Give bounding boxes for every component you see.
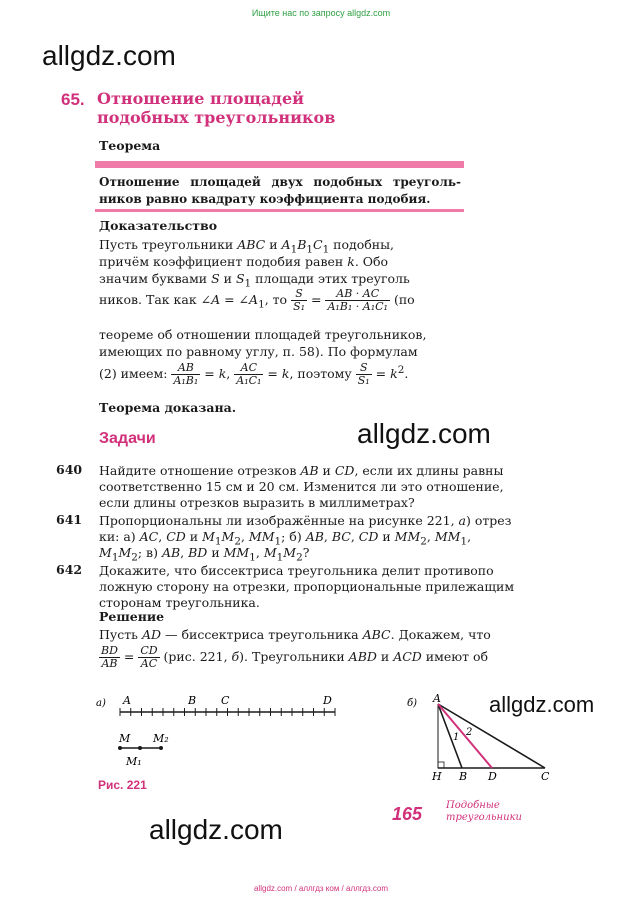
theorem-proved: Теорема доказана.: [99, 400, 237, 415]
proof-label: Доказательство: [99, 218, 218, 233]
page-context: [446, 800, 522, 824]
point-label-d: D: [323, 694, 332, 707]
task-number-642: 642: [56, 562, 83, 577]
task-640-line-2: соответственно 15 см и 20 см. Изменится ли это отношение,: [99, 479, 504, 494]
task-640-line-3: если длины отрезков выразить в миллиметрах?: [99, 495, 415, 510]
solution-line-1: Пусть AD — биссектриса треугольника ABC. Докажем, что: [99, 627, 491, 642]
proof-line-6: имеющих по равному углу, п. 58). По формулам: [99, 344, 418, 359]
point-m1: [138, 746, 142, 750]
fraction-area-ratio: $\frac{AB \cdot AC}{\text{A₁B₁ · A₁C₁}}$: [327, 287, 388, 313]
task-641-line-3: $M_1M_2$; в) AB, BD и $MM_1$, $M_1M_2$?: [99, 545, 310, 564]
task-number-641: 641: [56, 512, 83, 527]
right-angle-mark: [438, 762, 444, 768]
theorem-text: Отношение площадей двух подобных треугольников равно квадрату коэффициента подобия.: [99, 175, 461, 206]
segment-ticks: [120, 708, 335, 716]
solution-label: Решение: [99, 609, 165, 624]
section-number: 65.: [61, 90, 85, 109]
task-641-line-2: ки: а) AC, CD и $M_1M_2$, $MM_1$; б) AB, BC, CD и $MM_2$, $MM_1$,: [99, 529, 472, 548]
fraction-s-s1: $\frac{S}{\text{S₁}}$: [293, 287, 306, 313]
point-label-m2: M₂: [153, 732, 169, 745]
watermark: allgdz.com: [357, 418, 491, 449]
angle-label-2: 2: [466, 727, 473, 738]
proof-line-1: Пусть треугольники ABC и $A_1B_1C_1$ подобны,: [99, 237, 395, 256]
footer-links: allgdz.com / аллгдз ком / аллгдз.com: [253, 884, 389, 893]
point-m2: [159, 746, 163, 750]
proof-line-2: причём коэффициент подобия равен k. Обо: [99, 254, 389, 269]
watermark: allgdz.com: [149, 814, 283, 845]
tri-label-d: D: [488, 770, 497, 782]
page-context-line1: Подобные: [446, 800, 500, 811]
task-642-line-3: сторонам треугольника.: [99, 595, 260, 610]
figure-part-b-label: б): [407, 698, 418, 709]
fraction-bd-ab: $\frac{BD}{AB}$: [101, 644, 118, 670]
fraction-ac-a1c1: $\frac{AC}{\text{A₁C₁}}$: [236, 361, 262, 388]
bisector-ad: [438, 704, 492, 768]
task-641-line-1: Пропорциональны ли изображённые на рисунке 221, а) отрез: [99, 513, 512, 528]
point-label-b: B: [188, 694, 197, 707]
point-m: [118, 746, 122, 750]
tri-label-b: B: [459, 770, 468, 782]
task-642-line-2: ложную сторону на отрезки, пропорциональные прилежащим: [99, 579, 515, 594]
page-context-line2: треугольники: [446, 812, 522, 823]
proof-line-3: значим буквами S и $S_1$ площади этих треуголь: [99, 271, 410, 290]
tri-label-c: C: [541, 770, 550, 782]
point-label-m1: M₁: [126, 755, 142, 768]
tasks-heading: Задачи: [99, 430, 156, 447]
theorem-label: Теорема: [99, 138, 161, 153]
theorem-top-bar: [95, 161, 464, 168]
theorem-bottom-rule: [95, 209, 464, 212]
proof-line-7: (2) имеем: $\frac{AB}{\text{A₁B₁}}$ = k, $\frac{AC}{\text{A₁C₁}}$ = k, поэтому $\frac{S}{\text{S₁}}$ = $k^2$.: [99, 361, 409, 388]
section-title-line2: подобных треугольников: [97, 108, 336, 127]
fraction-cd-ac: $\frac{CD}{AC}$: [140, 644, 158, 670]
fraction-ab-a1b1: $\frac{AB}{\text{A₁B₁}}$: [173, 361, 199, 388]
section-title-line1: Отношение площадей: [97, 89, 304, 108]
section-title: [97, 89, 335, 127]
angle-label-1: 1: [453, 732, 460, 743]
task-642-line-1: Докажите, что биссектриса треугольника делит противопо: [99, 563, 494, 578]
tri-label-a: A: [433, 692, 441, 705]
task-640-line-1: Найдите отношение отрезков AB и CD, если их длины равны: [99, 463, 504, 478]
figure-part-a-label: а): [96, 698, 106, 709]
top-banner: Ищите нас по запросу allgdz.com: [251, 8, 391, 18]
fraction-s-s1-result: $\frac{S}{\text{S₁}}$: [357, 361, 370, 388]
proof-line-4: ников. Так как ∠A = $\angle A_1$, то $\frac{S}{\text{S₁}}$ = $\frac{AB \cdot AC}{\text{A₁B₁ · A₁C₁}}$ (по: [99, 287, 415, 313]
watermark: allgdz.com: [489, 692, 595, 717]
point-label-c: C: [221, 694, 230, 707]
proof-line-5: теореме об отношении площадей треугольников,: [99, 327, 427, 342]
solution-line-2: $\frac{BD}{AB}$ = $\frac{CD}{AC}$ (рис. 221, б). Треугольники ABD и ACD имеют об: [101, 644, 489, 670]
point-label-m: M: [119, 732, 131, 745]
tri-label-h: H: [432, 770, 442, 782]
watermark: allgdz.com: [42, 40, 176, 71]
figure-segments: [90, 690, 350, 780]
page-number: 165: [392, 804, 423, 824]
point-label-a: A: [123, 694, 131, 707]
figure-caption: Рис. 221: [98, 778, 147, 792]
task-number-640: 640: [56, 462, 83, 477]
